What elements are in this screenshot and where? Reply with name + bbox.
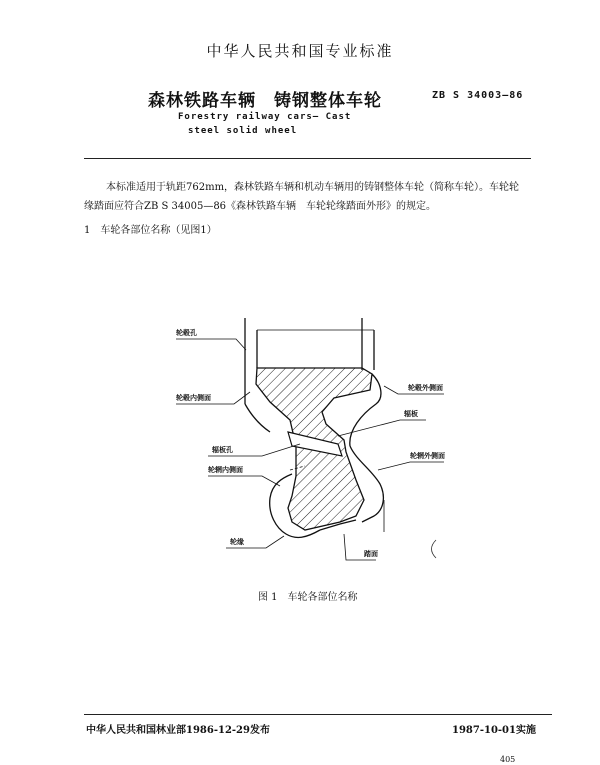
stray-mark — [432, 540, 437, 558]
label-web-hole: 辐板孔 — [212, 446, 233, 454]
title-english-line1: Forestry railway cars— Cast — [178, 112, 352, 122]
label-rim-outer-face: 轮辋外侧面 — [410, 452, 445, 460]
title-chinese: 森林铁路车辆 铸钢整体车轮 — [148, 91, 382, 111]
standard-code: ZB S 34003—86 — [432, 90, 524, 101]
standard-category-header: 中华人民共和国专业标准 — [206, 42, 394, 60]
leader-hub-bore — [176, 339, 246, 350]
label-flange: 轮缘 — [230, 538, 244, 546]
section-1-heading: 1 车轮各部位名称（见图1） — [84, 225, 217, 236]
wheel-section-drawing — [245, 318, 383, 537]
scope-paragraph: 本标准适用于轨距762mm，森林铁路车辆和机动车辆用的铸钢整体车轮（简称车轮）。车轮轮缘踏面应符合ZB S 34005—86《森林铁路车辆 车轮轮缘踏面外形》的规定。 — [84, 182, 520, 212]
leader-rim-inner-face — [208, 476, 280, 486]
title-english-line2: steel solid wheel — [188, 126, 298, 136]
figure-caption: 图 1 车轮各部位名称 — [258, 592, 358, 603]
label-hub-inner-face: 轮毂内侧面 — [176, 394, 211, 402]
page-number: 405 — [500, 755, 516, 764]
issue-info: 中华人民共和国林业部1986-12-29发布 — [86, 725, 270, 736]
label-tread: 踏面 — [364, 550, 378, 558]
label-hub-outer-face: 轮毂外侧面 — [408, 384, 443, 392]
leader-rim-outer-face — [378, 462, 444, 470]
hub-inner-curve — [245, 404, 270, 432]
label-web-plate: 辐板 — [404, 410, 418, 418]
label-hub-bore: 轮毂孔 — [176, 329, 197, 337]
label-rim-inner-face: 轮辋内侧面 — [208, 466, 243, 474]
effective-date: 1987-10-01实施 — [452, 725, 536, 736]
footer-divider — [84, 714, 552, 715]
